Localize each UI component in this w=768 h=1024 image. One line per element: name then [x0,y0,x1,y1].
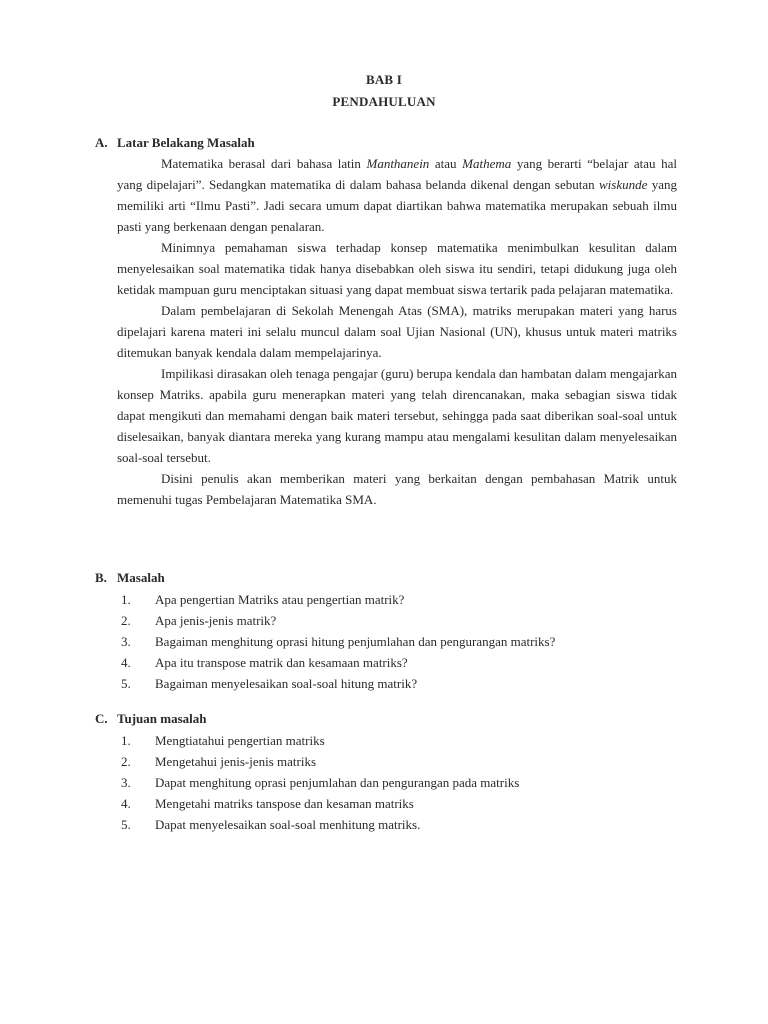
list-item-text: Dapat menyelesaikan soal-soal menhitung matriks. [155,817,421,832]
list-item-text: Apa jenis-jenis matrik? [155,613,277,628]
list-item [121,610,681,631]
list-item [121,814,681,835]
paragraph-text: Impilikasi dirasakan oleh tenaga pengajar (guru) berupa kendala dan hambatan dalam mengajarkan konsep Matriks. apabila guru menerapkan materi yang telah direncanakan, maka sebagian siswa tidak dapat mengikuti dan memahami dengan baik materi tersebut, sehingga pada saat diberikan soal-soal untuk diselesaikan, banyak diantara mereka yang kurang mampu atau mengalami kesulitan dalam menyelesaikan soal-soal tersebut. [117,366,677,465]
section-a-heading [95,135,255,151]
list-item [121,673,681,694]
section-c-title: Tujuan masalah [117,711,207,726]
paragraph [117,237,677,300]
chapter-label: BAB I [365,72,403,87]
list-item-text: Bagaiman menghitung oprasi hitung penjumlahan dan pengurangan matriks? [155,634,556,649]
list-item-number: 5. [121,817,131,832]
section-a-letter: A. [95,135,108,150]
italic-term: Manthanein [366,156,430,171]
section-b-title: Masalah [117,570,165,585]
list-item [121,631,681,652]
list-item-text: Bagaiman menyelesaikan soal-soal hitung matrik? [155,676,418,691]
list-item-text: Apa itu transpose matrik dan kesamaan matriks? [155,655,408,670]
list-item-number: 5. [121,676,131,691]
list-item-number: 1. [121,592,131,607]
section-a-title: Latar Belakang Masalah [117,135,255,150]
list-item [121,652,681,673]
list-item-number: 3. [121,775,131,790]
list-item-text: Apa pengertian Matriks atau pengertian matrik? [155,592,405,607]
paragraph-text: Minimnya pemahaman siswa terhadap konsep matematika menimbulkan kesulitan dalam menyelesaikan soal matematika tidak hanya disebabkan oleh siswa itu sendiri, tetapi didukung juga oleh ketidak mampuan guru menciptakan situasi yang dapat membuat siswa tertarik pada pelajaran matematika. [117,240,677,297]
paragraph-text: Dalam pembelajaran di Sekolah Menengah Atas (SMA), matriks merupakan materi yang harus dipelajari karena materi ini selalu muncul dalam soal Ujian Nasional (UN), khusus untuk materi matriks ditemukan banyak kendala dalam mempelajarinya. [117,303,677,360]
list-item-number: 2. [121,613,131,628]
list-item [121,793,681,814]
section-c-letter: C. [95,711,108,726]
chapter-title: PENDAHULUAN [332,94,436,109]
paragraph [117,153,677,237]
paragraph [117,468,677,510]
list-item-number: 3. [121,634,131,649]
italic-term: Mathema [462,156,512,171]
section-b-letter: B. [95,570,107,585]
list-item [121,751,681,772]
list-item [121,730,681,751]
list-item [121,589,681,610]
paragraph [117,300,677,363]
list-item-text: Dapat menghitung oprasi penjumlahan dan pengurangan pada matriks [155,775,520,790]
section-c-heading [95,711,206,727]
paragraph-text: Matematika berasal dari bahasa latin [161,156,367,171]
paragraph-text: yang memiliki arti “Ilmu Pasti”. Jadi secara umum dapat diartikan bahwa matematika merupakan sebuah ilmu pasti yang berkenaan dengan penalaran. [117,177,677,234]
objective-list [121,730,681,835]
section-b-heading [95,570,165,586]
list-item [121,772,681,793]
paragraph-text: Disini penulis akan memberikan materi yang berkaitan dengan pembahasan Matrik untuk memenuhi tugas Pembelajaran Matematika SMA. [117,471,677,507]
list-item-number: 2. [121,754,131,769]
section-a-body [117,153,677,510]
list-item-number: 1. [121,733,131,748]
paragraph-text: yang berarti “belajar atau hal yang dipelajari”. Sedangkan matematika di dalam bahasa belanda dikenal dengan sebutan [117,156,677,192]
paragraph-text: atau [429,156,463,171]
list-item-number: 4. [121,796,131,811]
list-item-number: 4. [121,655,131,670]
paragraph [117,363,677,468]
list-item-text: Mengetahui jenis-jenis matriks [155,754,317,769]
list-item-text: Mengtiatahui pengertian matriks [155,733,325,748]
problem-list [121,589,681,694]
list-item-text: Mengetahi matriks tanspose dan kesaman matriks [155,796,414,811]
italic-term: wiskunde [598,177,648,192]
